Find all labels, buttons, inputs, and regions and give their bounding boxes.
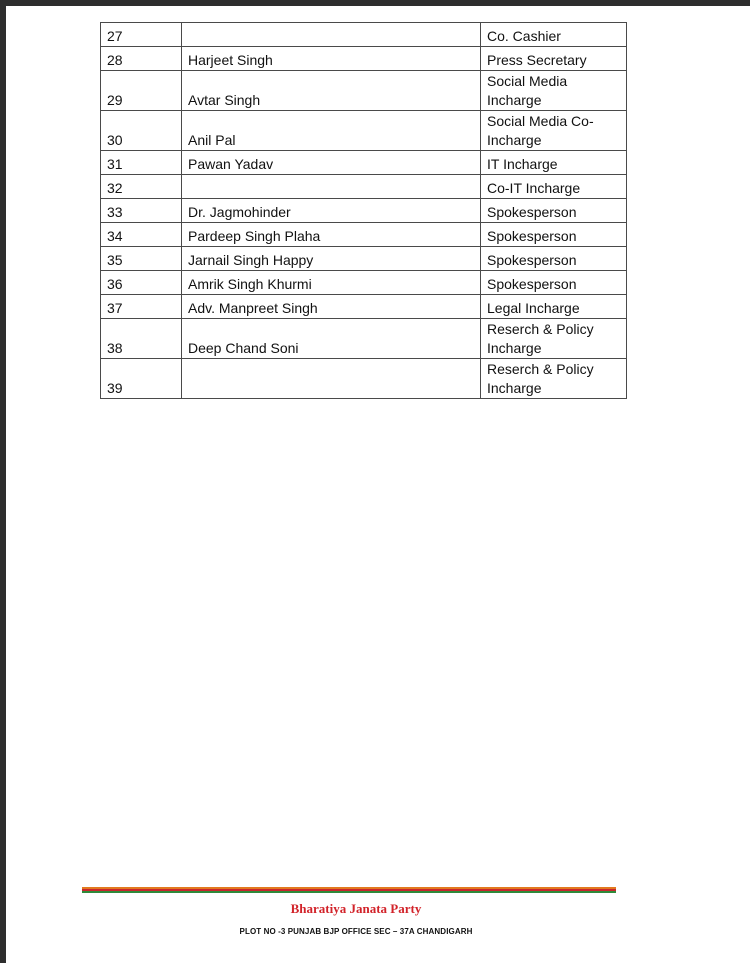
- serial-number-cell: 33: [101, 199, 182, 223]
- serial-number-cell: 27: [101, 23, 182, 47]
- designation-cell: IT Incharge: [481, 151, 627, 175]
- office-bearers-table: [100, 22, 627, 399]
- serial-number-cell: 29: [101, 71, 182, 111]
- member-name-cell: [182, 23, 481, 47]
- designation-cell: Co. Cashier: [481, 23, 627, 47]
- table-row: [101, 71, 627, 111]
- table-row: [101, 247, 627, 271]
- table-row: [101, 111, 627, 151]
- serial-number-cell: 31: [101, 151, 182, 175]
- member-name-cell: Dr. Jagmohinder: [182, 199, 481, 223]
- member-name-cell: Deep Chand Soni: [182, 319, 481, 359]
- table-row: [101, 151, 627, 175]
- member-name-cell: [182, 359, 481, 399]
- table-row: [101, 359, 627, 399]
- serial-number-cell: 28: [101, 47, 182, 71]
- designation-cell: Legal Incharge: [481, 295, 627, 319]
- designation-cell: Social Media Co-Incharge: [481, 111, 627, 151]
- member-name-cell: Anil Pal: [182, 111, 481, 151]
- document-page: [6, 6, 750, 963]
- serial-number-cell: 35: [101, 247, 182, 271]
- office-address: PLOT NO -3 PUNJAB BJP OFFICE SEC – 37A CHANDIGARH: [239, 927, 473, 936]
- table-row: [101, 223, 627, 247]
- member-name-cell: Jarnail Singh Happy: [182, 247, 481, 271]
- table-row: [101, 175, 627, 199]
- party-name: Bharatiya Janata Party: [290, 901, 422, 916]
- designation-cell: Spokesperson: [481, 223, 627, 247]
- serial-number-cell: 37: [101, 295, 182, 319]
- designation-cell: Spokesperson: [481, 247, 627, 271]
- designation-cell: Spokesperson: [481, 199, 627, 223]
- designation-cell: Social Media Incharge: [481, 71, 627, 111]
- member-name-cell: [182, 175, 481, 199]
- serial-number-cell: 32: [101, 175, 182, 199]
- designation-cell: Reserch & Policy Incharge: [481, 359, 627, 399]
- designation-cell: Reserch & Policy Incharge: [481, 319, 627, 359]
- footer-tricolor-rule: [82, 887, 616, 893]
- member-name-cell: Pawan Yadav: [182, 151, 481, 175]
- serial-number-cell: 36: [101, 271, 182, 295]
- serial-number-cell: 39: [101, 359, 182, 399]
- member-name-cell: Amrik Singh Khurmi: [182, 271, 481, 295]
- table-row: [101, 23, 627, 47]
- serial-number-cell: 38: [101, 319, 182, 359]
- green-stripe: [82, 891, 616, 893]
- table-row: [101, 271, 627, 295]
- member-name-cell: Harjeet Singh: [182, 47, 481, 71]
- table-row: [101, 47, 627, 71]
- designation-cell: Co-IT Incharge: [481, 175, 627, 199]
- table-row: [101, 295, 627, 319]
- designation-cell: Press Secretary: [481, 47, 627, 71]
- member-name-cell: Pardeep Singh Plaha: [182, 223, 481, 247]
- designation-cell: Spokesperson: [481, 271, 627, 295]
- table-row: [101, 199, 627, 223]
- member-name-cell: Adv. Manpreet Singh: [182, 295, 481, 319]
- table-row: [101, 319, 627, 359]
- member-name-cell: Avtar Singh: [182, 71, 481, 111]
- serial-number-cell: 34: [101, 223, 182, 247]
- serial-number-cell: 30: [101, 111, 182, 151]
